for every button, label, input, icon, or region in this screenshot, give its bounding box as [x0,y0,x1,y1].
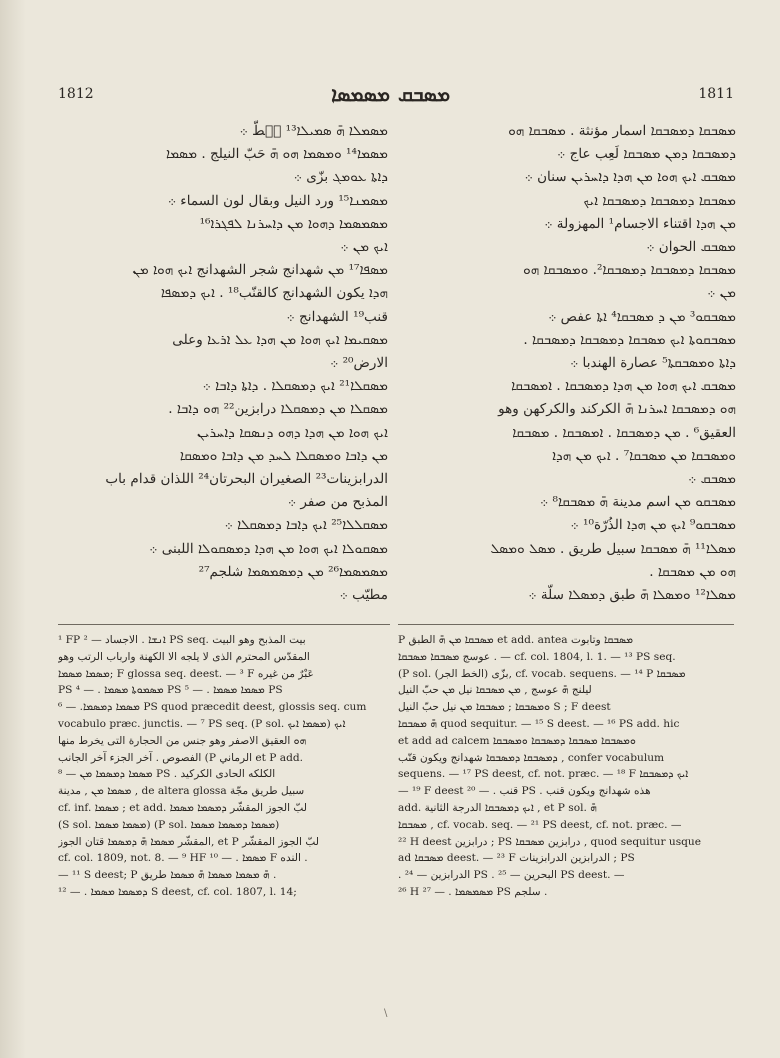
footnote-line: ¹ FP ܐܢܫܐ . الاجساد — ² PS seq. بيت المذبح وهو البيت [58,634,306,646]
entry-line: ܡܣܡܣܡܐ²⁶ ܡܢ ܕܡܣܡܣܡܐ شلجم²⁷ [198,563,388,580]
footnote-line: vocabulo præc. junctis. — ⁷ PS seq. (P sol. ܡܣܡܐ ܐܝܟ) ܐܝܟ [58,717,346,730]
entry-line: ܗܕܐ يكون الشهدانج كالقنّب¹⁸ . ܐܝܟ ܕܡܣܦܐ [160,285,388,302]
footnote-line: cf. col. 1809, not. 8. — ⁹ HF ܡܣܡܐ . — ¹⁰ F النده . [58,852,308,865]
footnote-line: ܗ̄ ܡܣܒܩܐ quod sequitur. — ¹⁵ S deest. — ¹⁶ PS add. hic [398,717,680,730]
footnote-line: cf. inf. ܡܣܡܐ ; et add. لبّ الجوز المقشّر ܕܡܣܡܐ ܡܣܡܐ [58,801,308,814]
page-number-right: 1811 [698,86,734,102]
footnote-line: — ¹⁹ F deest قنب . — ²⁰ PS . هذه شهدانج ويكون قنب [398,785,651,798]
footnote-line: عوسج ܡܣܒܩܐ ܡܣܒܩܐ . — cf. col. 1804, l. 1. — ¹³ PS seq. [398,650,676,663]
footnote-line: (S sol. ܡܣܡܐ ܡܣܡܐ) (P sol. ܡܣܡܐ ܕܡܣܡܐ ܡܣܡܐ) [58,818,280,831]
entry-line: ܕܐܬܐ ܥܘܡܓ بزّى ܀ [293,169,388,186]
dictionary-column-right [402,120,736,607]
footnote-line: ad ܡܣܒܩܐ deest. — ²³ F الدرابزين الدرابزينات ; PS [398,852,635,865]
entry-line: ܡܣܦܐ¹⁷ ܡܢ شهدانج شجر الشهدانج ܐܝܟ ܗܘܐ ܡܢ [132,262,388,279]
footnote-line: ܕܡܣܡܐ ܡܣܡܐ . — ¹² S deest, cf. col. 1807, l. 14; [58,885,297,898]
footnote-line: (P sol. بزّى (الخط الجر), cf. vocab. sequens. — ¹⁴ P ܡܣܒܩܐ [398,667,686,680]
footnotes-right [398,632,734,901]
entry-line: العقيق⁶ . ܡܢ ܕܡܣܒܩܐ . ܐܡܣܒܩܐ . ܡܣܒܩܐ [512,424,736,441]
entry-line: ܡܣܒܩܐ ܕܡܣܒܩܐ اسمار مؤنثة . ܡܣܒܩܐ ܗܘ [508,123,736,139]
entry-line: ܡܢ ܀ [707,285,736,302]
footnote-line: المقدّس المحترم الذى لا يلجه الا الكهنة وارباب الرتب وهو [58,650,310,663]
entry-line: ܡܣܒܩܐ ܕܡܣܒܩܐ ܕܡܣܒܩܐ². ܘܡܣܒܩܐ ܗܘ [523,262,736,279]
footnote-line: ²⁶ H ܡܣܡܣܡܐ . — ²⁷ PS سلجم . [398,885,548,898]
entry-line: ܗܘ ܕܡܣܒܩܐ ܐܚܪܢܐ ܗ̄ الكركند والكركهن وهو [498,401,736,418]
entry-line: ܡܢ ܕܐܒܐ ܘܡܣܩܠܐ ܠܚܕ ܡܢ ܕܐܒܐ ܘܡܣܩܐ [179,447,388,464]
entry-line: ܡܣܡܠܐ ܗ̄ ܣܡܝܠܐ¹³ ܚَطّ ܀ [239,123,388,139]
entry-line: ܡܢ ܗܕܐ اقتناء الاجسام¹ المهزولة ܀ [544,215,736,232]
entry-line: ܡܣܒܩܘ³ ܡܢ ܕ ܡܣܒܩܐ⁴ ܐܬܐ عفص ܀ [548,308,736,325]
entry-line: ܕܐܬܐ ܘܡܣܒܩܬܐ⁵ عصارة الهندبا ܀ [570,355,736,372]
entry-line: ܡܣܒܩܘ⁹ ܐܝܟ ܡܢ ܗܕܐ الذُرّة¹⁰ ܀ [570,517,736,534]
page-header-left [58,80,390,108]
page-number-left: 1812 [58,86,94,102]
entry-line: ܡܣܩܘܠܐ ܐܝܟ ܗܘܐ ܡܢ ܗܕܐ ܕܡܣܩܘܠܐ اللبنى ܀ [149,540,388,557]
running-head-right: ܡܣܒܩ [398,82,451,106]
page-header-right [398,80,734,108]
footnote-line: ²² H deest درابزين ; PS درابزين ܡܣܒܩܐ , quod sequitur usque [398,835,702,848]
entry-line: ܡܣܡܐ¹⁴ ܘܡܣܡܐ ܗܘ ܗ̄ حَبّ النيلج . ܡܣܡܐ [166,146,388,163]
footnote-line: et add ad calcem ܘܡܣܒܩܐ ܡܣܒܩܐ ܕܡܣܒܩܐ ܘܡܣܒܩܐ [398,734,636,747]
entry-line: المذبح من صفر ܀ [287,494,388,511]
entry-line: ܡܣܩܠܐ²¹ ܐܝܟ ܕܡܣܩܠܐ . ܕܐܬܐ ܕܐܒܐ ܀ [202,378,388,395]
binding-gutter [0,0,26,1058]
entry-line: ܡܣܠܐ¹² ܘܡܣܠܐ ܗ̄ طبق ܕܡܣܠܐ سلّة ܀ [528,587,736,604]
entry-line: ܡܣܒܩ ܐܝܟ ܗܘܐ ܡܢ ܗܕܐ ܕܡܣܒܩܐ . ܐܡܣܒܩܐ [511,378,736,395]
entry-line: ܡܣܩܠܠܐ²⁵ ܐܝܟ ܕܐܒܐ ܕܡܣܩܠܐ ܀ [224,517,388,534]
footnote-line: — ¹¹ S deest; P ܗ̄ ܡܣܡܐ ܡܣܡܐ ܗ̄ ܡܣܡܐ طريق . [58,869,277,882]
entry-line: الدرابزينات²³ الصغيران البحرتان²⁴ اللذان قدام باب [105,471,388,488]
footnote-line: P ܡܣܒܩܐ ܡܢ ܗ̄ الطبق et add. antea ܡܣܒܩܐ وتابوت [398,634,634,646]
footnote-line: ܡܣܡܐ ܕܡܣܡܐ. — ⁶ PS quod præcedit deest, glossis seq. cum [58,701,367,714]
entry-line: ܡܣܒܩ ܐܝܟ ܗܘܐ ܡܢ ܗܕܐ ܕܐܚܪܝܢ سنان ܀ [524,169,736,186]
footnote-line: الفصوص . آخر الجزء آخر الجانب (P الرماني et P add. [58,751,304,764]
footnote-line: PS ܡܣܡܘܬܐ ܡܣܡܐ . — ⁴ PS ܡܣܡܐ ܡܣܡܐ . — ⁵ PS [58,684,283,697]
footnote-line: ܡܣܒܩܐ , cf. vocab. seq. — ²¹ PS deest, cf. not. præc. — [398,818,682,831]
entry-line: ܡܣܒܩܘ ܡܢ اسم مدينة ܗ̄ ܡܣܒܩܐ⁸ ܀ [540,494,736,511]
footnote-line: ܡܣܡܐ ܡܢ , مدينة , de altera glossa سبيل طريق مجّة [58,785,305,798]
footnote-line: ܡܣܡܐ ܕܡܣܡܐ ܡܢ — ⁸ PS . الكلكه الحادى الكركيد [58,768,276,781]
entry-line: ܡܣܩܝܡܐ ܐܝܟ ܗܘܐ ܡܢ ܗܕܐ ܥܠ ܐܪܥܐ وعلى [172,331,388,348]
entry-line: ܘܡܣܒܩܐ ܡܢ ܡܣܒܩܐ⁷ . ܐܝܟ ܡܢ ܗܕܐ [552,447,736,464]
footnote-line: ܕܡܣܒܩܐ ܕܡܣܒܩܐ شهدانج ويكون قنّب , confer vocabulum [398,751,665,764]
entry-line: ܐܝܟ ܗܘܐ ܡܢ ܗܕܐ ܕܗܘ ܕܢܣܩܐ ܕܐܚܪܝܢ [196,424,388,441]
entry-line: ܡܣܡܢܐ¹⁵ ورد النيل وبقال لون السماء ܀ [167,192,388,209]
entry-line: ܕܡܣܒܩܐ ܕܡܢ ܡܣܒܩܐ لَعِب عاج ܀ [557,146,736,163]
entry-line: ܡܣܩܠܐ ܡܢ ܕܡܣܩܠܐ درابزين²² ܗܘ ܕܐܒܐ . [168,401,388,418]
footnote-line: ليلنج ܗ̄ عوسج , ܡܢ ܡܣܒܩܐ نيل ܡܢ حبّ النيل [398,684,592,697]
running-head-left: ܡܣܡܣܐ [331,82,390,106]
footnote-line: add. ܐܝܟ ܕܡܣܒܩܐ الدرجة الثانية , et P sol. ܗ̄ [398,801,597,814]
entry-line: ܡܣܠܐ¹¹ ܗ̄ ܡܣܒܩܐ سبيل طريق . ܡܣܠ ܘܡܣܠ [490,540,736,557]
entry-line: ܐܝܟ ܡܢ ܀ [340,239,388,256]
footnote-rule-right [398,624,734,625]
entry-line: ܡܣܡܣܡܐ ܕܗܘܐ ܡܢ ܕܐܚܪܢܐ ܠܦܓܪܐ¹⁶ [199,215,388,232]
entry-line: قنب¹⁹ الشهدانج ܀ [286,308,388,325]
footnote-line: ܘܡܣܒܩܐ ; ܡܣܒܩܐ ܡܢ نيل حبّ النيل S ; F deest [398,701,611,714]
entry-line: ܡܣܒܩ الحوان ܀ [646,239,736,256]
entry-line: ܡܣܒܩܐ ܕܡܣܒܩܐ ܕܡܣܒܩܐ ܐܝܟ [583,192,736,209]
footnote-line: sequens. — ¹⁷ PS deest, cf. not. præc. — ¹⁸ F ܐܝܟ ܕܡܣܒܩܐ [398,768,689,781]
dictionary-column-left [60,120,388,607]
footer-mark: \ [384,1008,388,1019]
footnote-rule-left [58,624,390,625]
footnote-line: المقشّر ܡܣܡܐ ܗ̄ ܕܡܣܡܐ قتان الجوز, et P لبّ الجوز المقشّر [58,835,319,848]
entry-line: ܡܣܒܩܘܬܐ ܐܝܟ ܡܣܒܩܐ ܕܡܣܒܩܐ ܕܡܣܒܩܐ . [523,331,736,348]
entry-line: ܡܣܒܩ ܀ [688,471,736,488]
footnotes-left [58,632,390,901]
footnote-line: . الدرابزين — ²⁴ PS . البحرين — ²⁵ PS deest. — [398,869,625,882]
entry-line: مطيّب ܀ [339,587,388,604]
footnote-line: ܡܣܡܐ ܡܣܡܐ; F glossa seq. deest. — ³ F عَبْرٌ من غيره [58,667,314,680]
entry-line: الارض²⁰ ܀ [330,355,388,372]
footnote-line: ܗܘ العقيق الاصفر وهو جنس من الحجارة التى يخرط منها [58,734,307,747]
entry-line: ܗܘ ܡܢ ܡܣܒܩܐ . [649,563,736,580]
